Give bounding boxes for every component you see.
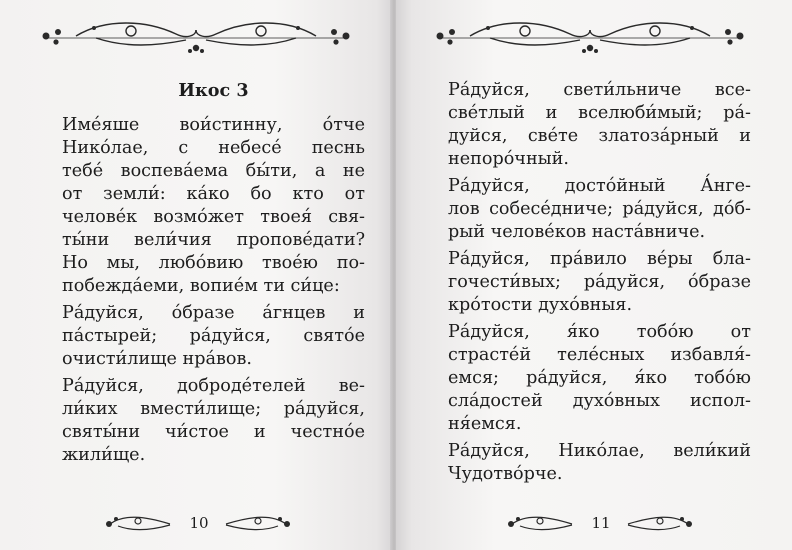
text-line: Име́яше вои́стинну, о́тче — [62, 115, 365, 135]
text-line: Ра́дуйся, пра́вило ве́ры бла- — [448, 249, 751, 269]
text-line: Ра́дуйся, я́ко тобо́ю от — [448, 322, 751, 342]
text-line: Ра́дуйся, свети́льниче все- — [448, 80, 751, 100]
ikos-heading: Икос 3 — [178, 80, 249, 101]
text-line: кро́тости духо́вныя. — [448, 295, 633, 315]
text-line: сла́достей духо́вных испол- — [448, 391, 751, 411]
left-page — [0, 0, 392, 550]
footer-left-ornament-icon — [104, 512, 174, 534]
text-line: страсте́й теле́сных избавля́- — [448, 345, 751, 365]
text-line: Ра́дуйся, о́бразе а́гнцев и — [62, 303, 365, 323]
right-page-text — [448, 79, 751, 486]
text-line: Нико́лае, с небесе́ песнь — [62, 138, 365, 158]
text-line: гочести́вых; ра́дуйся, о́бразе — [448, 272, 751, 292]
text-line: ня́емся. — [448, 414, 522, 434]
header-floral-ornament-icon — [36, 14, 356, 56]
text-line: све́тлый и вселюби́мый; ра́- — [448, 103, 751, 123]
left-page-footer — [104, 510, 294, 536]
text-line: непоро́чный. — [448, 149, 569, 169]
text-line: тебе́ воспева́ема бы́ти, а не — [62, 161, 365, 181]
text-line: Ра́дуйся, Нико́лае, вели́кий — [448, 441, 751, 461]
right-page-footer — [506, 510, 696, 536]
text-line: рый челове́ков наста́вниче. — [448, 222, 706, 242]
footer-right-ornament-icon — [222, 512, 292, 534]
text-line: святы́ни чи́стое и честно́е — [62, 422, 365, 442]
footer-right-ornament-icon — [624, 512, 694, 534]
left-page-text — [62, 79, 365, 467]
text-line: от земли́: ка́ко бо кто от — [62, 184, 365, 204]
text-line: побежда́еми, вопие́м ти си́це: — [62, 276, 340, 296]
page-number: 11 — [591, 514, 611, 532]
footer-left-ornament-icon — [506, 512, 576, 534]
text-line: Ра́дуйся, доброде́телей ве- — [62, 376, 365, 396]
text-line: дуйся, све́те златоза́рный и — [448, 126, 751, 146]
text-line: Но мы, любо́вию твое́ю по- — [62, 253, 365, 273]
text-line: лов собесе́дниче; ра́дуйся, до́б- — [448, 199, 751, 219]
text-line: па́стырей; ра́дуйся, свято́е — [62, 326, 365, 346]
text-line: Ра́дуйся, досто́йный А́нге- — [448, 176, 751, 196]
text-line: Чудотво́рче. — [448, 464, 563, 484]
header-floral-ornament-icon — [430, 14, 750, 56]
text-line: жили́ще. — [62, 445, 146, 465]
text-line: ли́ких вмести́лище; ра́дуйся, — [62, 399, 365, 419]
page-number: 10 — [189, 514, 209, 532]
text-line: очисти́лище нра́вов. — [62, 349, 253, 369]
text-line: ты́ни вели́чия пропове́дати? — [62, 230, 365, 250]
text-line: емся; ра́дуйся, я́ко тобо́ю — [448, 368, 751, 388]
text-line: челове́к возмо́жет твоея́ свя- — [62, 207, 365, 227]
